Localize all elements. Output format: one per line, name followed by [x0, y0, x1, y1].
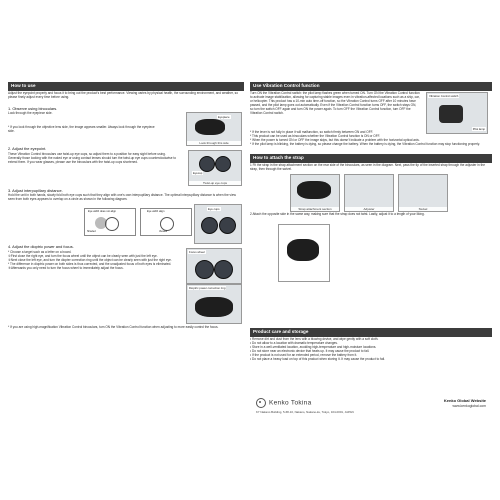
- vc-note-1: * If the lever is not fully in place it will malfunction, so switch firmly between ON and OFF.: [250, 130, 374, 134]
- vibration-control-header: Use Vibration Control function: [250, 82, 492, 91]
- product-care-header: Product care and storage: [250, 328, 492, 337]
- care-item: • Do not store near an electronic device that heats up. It may cause the product to fail.: [250, 348, 370, 353]
- left-column: [8, 82, 244, 420]
- care-item: • Store in a well-ventilated location, avoiding high-temperature and high-moisture locations.: [250, 344, 377, 349]
- strap-step-2: 2 Attach the opposite side in the same way, making sure that the strap does not twist. Lastly, adjust it to a length of your liking.: [250, 212, 425, 216]
- step1-line: Look through the eyepiece side.: [8, 111, 53, 115]
- eyecup-label: Eyecup: [193, 171, 203, 175]
- step3-text: Hold the unit in both hands, slowly fold both eye cups such that they align with one's own interpupillary distance. The optimal interpupillary distance is when the view seen from both eyes appears to overlap on a circle as shown in the following diagram.: [8, 193, 236, 201]
- diagram-shaded-label: Shaded: [87, 230, 96, 233]
- strap-attachment-caption: Strap attachment section: [291, 207, 339, 211]
- diagram-bad-label: Eye width does not align: [88, 210, 117, 213]
- eyepiece-caption: Look through this side: [187, 141, 241, 145]
- focus-wheel-label: Focus wheel: [189, 250, 205, 254]
- how-to-use-header: How to use: [8, 82, 244, 91]
- vc-note-2: * This product can be used as binoculars whether the Vibration Control function is ON or OFF.: [250, 133, 381, 138]
- step4-note: * If you are using high-magnification Vibration Control binoculars, turn ON the Vibration Control function when adjusting to more easily control the focus.: [8, 325, 219, 329]
- pilot-lamp-label: Pilot lamp: [472, 127, 485, 131]
- step4-text: [8, 251, 178, 271]
- bino-lens-right: [219, 217, 236, 234]
- manual-page: [8, 82, 492, 420]
- care-item: • Do not allow to a location with dramatic temperature changes.: [250, 340, 338, 345]
- website-title: Kenko Global Website: [443, 398, 486, 403]
- step4-line5: ③Afterwards you only need to turn the focus wheel to immediately adjust the focus.: [8, 265, 124, 270]
- kenko-tokina-logo: [256, 398, 312, 408]
- footer-area: [250, 82, 492, 420]
- step2-title: 2. Adjust the eyepoint.: [8, 146, 47, 151]
- vc-note-4: * If the pilot lamp is blinking, the battery is dying, so please change the battery. When the battery is dying, the Vibration Control function may stop functioning properly.: [250, 141, 480, 146]
- eyecup-caption: Twist-up eye cups: [189, 181, 241, 185]
- care-item: • Remove dirt and dust from the lens with a blowing device, and wipe gently with a soft cloth.: [250, 337, 379, 341]
- focus-lens-left: [195, 260, 214, 279]
- bino-lens-left: [201, 217, 218, 234]
- eyecups-label: Eye cups: [208, 207, 220, 211]
- step4-line1: * Choose a target such as a letter on a board.: [8, 250, 72, 254]
- step4-line2: ①First close the right eye, and turn the focus wheel until the object can be clearly seen with just the left eye.: [8, 253, 158, 258]
- step2-text: These Vibration Control binoculars use twist-up eye cups, so adjust them to a position for easy sight before using. Generally those looking with the naked eye or using contact lenses should turn the twist-up eye cups counterclockwise to extend them. If you wear glasses, please use the binoculars with the twist-up cups shortened.: [8, 152, 176, 164]
- diagram-viewed-label: Viewed: [159, 230, 168, 233]
- website-url[interactable]: www.kenkoglobal.com: [452, 404, 486, 408]
- step4-line4: * The difference in dioptric power on both sides is thus corrected, and the unadjusted focus of both eyes is eliminated.: [8, 261, 172, 266]
- diagram-bad: [84, 208, 136, 236]
- eyepiece-label: Eyepiece: [218, 115, 230, 119]
- intro-text: Adjust the eyepoint properly and focus it to bring out the product's best performance. Viewing varies by physical health, the surrounding environment, and weather, so please finely adjust every time before using.: [8, 91, 238, 99]
- eyepiece-figure: [186, 112, 242, 146]
- diopter-binocular-illustration: [195, 297, 233, 317]
- strap-header: How to attach the strap: [250, 154, 492, 163]
- diagram-good-label: Eye width align: [147, 210, 165, 213]
- strap-step-1: 1 Fit the strap in the strap attachment section on the rear side of the binoculars, as seen in the diagram. Next, pass the tip of the inserted strap through the adjuster in the strap, then through the swivel.: [250, 163, 485, 171]
- care-item: • Do not place a heavy load on top of this product when storing it. It may cause the product to fail.: [250, 356, 386, 361]
- vibration-control-text: Turn ON the Vibration Control switch: the pilot lamp flashes green when turned ON. Turn ON the Vibration Control function to activate image stabilization, allowing for capturing stable images even in vibration-affected locations such as a ship, car, or helicopter. This product has a 10-min auto time-off function, so the Vibration Control turns OFF after 10 minutes have passed, and the pilot lamp goes out automatically. Even if the Vibration Control function turns OFF, the switch stays ON, so turn the switch OFF again and turn ON the power again. To turn OFF the Vibration Control function, turn OFF the Vibration Control switch.: [250, 91, 420, 115]
- diagram-good-circle: [160, 217, 174, 231]
- step4-line3: ②Next close the left eye, and turn the diopter correction ring until the object can be clearly seen with just the right eye.: [8, 257, 172, 262]
- adjuster-caption: Adjuster: [345, 207, 393, 211]
- eyecup-left-illustration: [199, 156, 215, 172]
- eyecup-figure: [188, 150, 242, 186]
- overlap-diagram: [84, 208, 194, 238]
- company-address: K7 Nakano Building, 5-68-10, Nakano, Nakano-ku, Tokyo, 164-0001, JAPAN: [256, 410, 354, 414]
- step1-note: * If you look through the objective lens side, the image appears smaller. Always look through the eyepiece side.: [8, 125, 155, 133]
- diopter-ring-label: Dioptric power correction ring: [189, 286, 226, 290]
- swivel-caption: Swivel: [399, 207, 447, 211]
- focus-wheel-figure: [186, 248, 242, 284]
- vc-note-3: * When the power is turned ON or OFF the image skips, but this doesn't indicate a problem with the horizontal optical axis.: [250, 137, 420, 142]
- care-item: • If the product is not used for an extended period, remove the battery from it.: [250, 352, 358, 357]
- step4-title: 4. Adjust the dioptric power and focus.: [8, 244, 74, 249]
- binocular-illustration: [195, 119, 225, 135]
- diagram-bad-circle-right: [105, 217, 119, 231]
- step3-title: 3. Adjust interpupillary distance.: [8, 188, 63, 193]
- kenko-logo-icon: [256, 398, 266, 408]
- step1-title: 1. Observe using binoculars.: [8, 106, 58, 111]
- focus-lens-right: [214, 260, 233, 279]
- interpupillary-figure: [194, 204, 242, 244]
- diagram-good: [140, 208, 192, 236]
- logo-text: Kenko Tokina: [269, 399, 312, 407]
- eyecup-right-illustration: [215, 156, 231, 172]
- diopter-ring-figure: [186, 284, 242, 324]
- vc-switch-label: Vibration Control switch: [429, 94, 459, 98]
